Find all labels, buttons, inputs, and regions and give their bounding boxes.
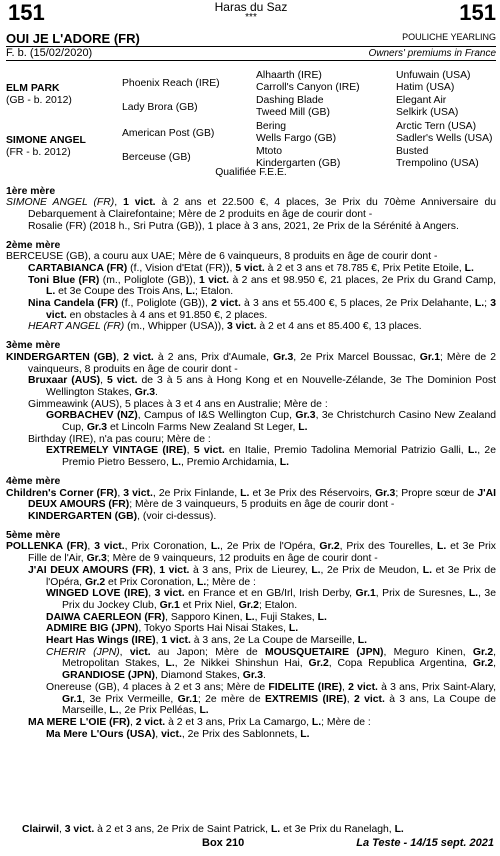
produce-paragraph: Ma Mere L'Ours (USA), vict., 2e Prix des Sablonnets, L. (46, 728, 310, 740)
produce-paragraph: POLLENKA (FR), 3 vict., Prix Coronation, L., 2e Prix de l'Opéra, Gr.2, Prix des Tourelles, L. et 3e Prix Fille de l'Air, Gr.3; Mère de 9 vainqueurs, 12 produits en âge de courir dont - (6, 541, 496, 565)
produce-paragraph: EXTREMELY VINTAGE (IRE), 5 vict. en Italie, Premio Tadolina Memorial Patrizio Galli, L., 2e Premio Pietro Bessero, L., Premio Archidamia, L. (46, 445, 496, 469)
qualification: Qualifiée F.E.E. (215, 167, 287, 178)
pedigree-table (6, 61, 496, 169)
produce-paragraph: Rosalie (FR) (2018 h., Sri Putra (GB)), 1 place à 3 ans, 2021, 2e Prix de la Sérénité à Angers. (28, 220, 459, 232)
lot-number-right: 151 (459, 0, 496, 25)
produce-paragraph: BERCEUSE (GB), a couru aux UAE; Mère de 6 vainqueurs, 8 produits en âge de courir dont - (6, 251, 438, 263)
produce-paragraph: ADMIRE BIG (JPN), Tokyo Sports Hai Nisai Stakes, L. (46, 623, 299, 635)
pedigree-g4: Hatim (USA) (396, 82, 455, 93)
horse-details: F. b. (15/02/2020) (6, 47, 93, 59)
section-heading-5: 5ème mère (6, 529, 61, 541)
produce-paragraph: Children's Corner (FR), 3 vict., 2e Prix Finlande, L. et 3e Prix des Réservoirs, Gr.3; Propre sœur de J'AI DEUX AMOURS (FR); Mère de 3 vainqueurs, 5 produits en âge de courir dont - (6, 487, 497, 511)
section-heading-4: 4ème mère (6, 475, 61, 487)
produce-paragraph: MA MERE L'OIE (FR), 2 vict. à 2 et 3 ans, Prix La Camargo, L.; Mère de : (28, 716, 371, 728)
produce-paragraph: KINDERGARTEN (GB), (voir ci-dessus). (28, 510, 217, 522)
pedigree-g3: Tweed Mill (GB) (256, 107, 330, 118)
pedigree-g2: Phoenix Reach (IRE) (122, 78, 220, 89)
pedigree-g3: Bering (256, 121, 287, 132)
produce-paragraph: SIMONE ANGEL (FR), 1 vict. à 2 ans et 22.500 €, 4 places, 3e Prix du 70ème Anniversaire du Debarquement à Clairefontaine; Mère de 2 produits en âge de courir dont - (6, 197, 497, 221)
pedigree-g4: Arctic Tern (USA) (396, 121, 477, 132)
pedigree-g4: Busted (396, 146, 429, 157)
produce-paragraph: CARTABIANCA (FR) (f., Vision d'Etat (FR)), 5 vict. à 2 et 3 ans et 78.785 €, Prix Petite Etoile, L. (28, 262, 474, 274)
pedigree-g2: American Post (GB) (122, 128, 215, 139)
produce-paragraph: GORBACHEV (NZ), Campus of I&S Wellington Cup, Gr.3, 3e Christchurch Casino New Zealand Cup, Gr.3 et Lincoln Farms New Zealand St Leger, L. (46, 410, 496, 434)
produce-paragraph: Birthday (IRE), n'a pas couru; Mère de : (28, 433, 211, 445)
owners-premium: Owners' premiums in France (368, 48, 496, 59)
pedigree-g3: Kindergarten (GB) (256, 158, 341, 169)
yearling-tag: POULICHE YEARLING (402, 32, 496, 42)
box-number: Box 210 (202, 837, 245, 849)
produce-paragraph: J'AI DEUX AMOURS (FR), 1 vict. à 3 ans, Prix de Lieurey, L., 2e Prix de Meudon, L. et 3e Prix de l'Opéra, Gr.2 et Prix Coronation, L.; Mère de : (28, 564, 496, 588)
horse-subtitle-row (6, 47, 496, 61)
pedigree-g3: Mtoto (256, 146, 282, 157)
pedigree-g4: Unfuwain (USA) (396, 70, 471, 81)
produce-paragraph: Heart Has Wings (IRE), 1 vict. à 3 ans, 2e La Coupe de Marseille, L. (46, 635, 368, 647)
section-heading-3: 3ème mère (6, 340, 61, 352)
produce-paragraph: HEART ANGEL (FR) (m., Whipper (USA)), 3 vict. à 2 et 4 ans et 85.400 €, 13 places. (28, 321, 422, 333)
farm-stars: *** (245, 12, 257, 23)
pedigree-g3: Dashing Blade (256, 95, 324, 106)
page-header (6, 0, 496, 30)
horse-title-row (6, 32, 496, 47)
sire-info: (GB - b. 2012) (6, 95, 72, 106)
lot-number-left: 151 (8, 0, 45, 25)
pedigree-g2: Lady Brora (GB) (122, 102, 198, 113)
pedigree-g4: Selkirk (USA) (396, 107, 459, 118)
pedigree-g4: Elegant Air (396, 95, 447, 106)
catalogue-page (6, 0, 496, 740)
dam-name: SIMONE ANGEL (6, 135, 86, 146)
pedigree-g3: Wells Fargo (GB) (256, 133, 337, 144)
pedigree-g2: Berceuse (GB) (122, 152, 191, 163)
pedigree-g3: Alhaarth (IRE) (256, 70, 322, 81)
sale-venue: La Teste - 14/15 sept. 2021 (356, 837, 494, 849)
pedigree-g3: Carroll's Canyon (IRE) (256, 82, 360, 93)
produce-paragraph: KINDERGARTEN (GB), 2 vict. à 2 ans, Prix d'Aumale, Gr.3, 2e Prix Marcel Boussac, Gr.1; Mère de 2 vainqueurs, 8 produits en âge de courir dont - (6, 351, 496, 375)
produce-paragraph: Onereuse (GB), 4 places à 2 et 3 ans; Mère de FIDELITE (IRE), 2 vict. à 3 ans, Prix Saint-Alary, Gr.1, 3e Prix Vermeille, Gr.1; 2e mère de EXTREMIS (IRE), 2 vict. à 3 ans, La Coupe de Marseille, L., 2e Prix Pelléas, L. (46, 681, 496, 717)
produce-paragraph: WINGED LOVE (IRE), 3 vict. en France et en GB/Irl, Irish Derby, Gr.1, Prix de Suresnes, L., 3e Prix du Jockey Club, Gr.1 et Prix Niel, Gr.2; Etalon. (46, 588, 496, 611)
sire-name: ELM PARK (6, 83, 60, 94)
produce-paragraph: Nina Candela (FR) (f., Poliglote (GB)), 2 vict. à 3 ans et 55.400 €, 5 places, 2e Prix Delahante, L.; 3 vict. en obstacles à 4 ans et 91.850 €, 2 places. (28, 298, 496, 321)
section-heading-2: 2ème mère (6, 239, 61, 251)
produce-paragraph: Clairwil, 3 vict. à 2 et 3 ans, 2e Prix de Saint Patrick, L. et 3e Prix du Ranelagh, L. (22, 824, 404, 835)
pedigree-g4: Sadler's Wells (USA) (396, 133, 493, 144)
dam-info: (FR - b. 2012) (6, 147, 71, 158)
produce-paragraph: DAIWA CAERLEON (FR), Sapporo Kinen, L., Fuji Stakes, L. (46, 611, 327, 623)
produce-paragraph: Gimmeawink (AUS), 5 places à 3 et 4 ans en Australie; Mère de : (28, 398, 328, 410)
produce-paragraph: Bruxaar (AUS), 5 vict. de 3 à 5 ans à Hong Kong et en Nouvelle-Zélande, 3e The Dominion Post Wellington Stakes, Gr.3. (28, 375, 497, 398)
farm-name: Haras du Saz (214, 0, 288, 14)
produce-paragraph: CHERIR (JPN), vict. au Japon; Mère de MOUSQUETAIRE (JPN), Meguro Kinen, Gr.2, Metropolitan Stakes, L., 2e Nikkei Shinshun Hai, Gr.2, Copa Republica Argentina, Gr.2, GRANDIOSE (JPN), Diamond Stakes, Gr.3. (46, 646, 496, 682)
horse-name: OUI JE L'ADORE (FR) (6, 31, 140, 46)
section-heading-1: 1ère mère (6, 185, 56, 197)
pedigree-g4: Trempolino (USA) (396, 158, 479, 169)
produce-paragraph: Toni Blue (FR) (m., Poliglote (GB)), 1 vict. à 2 ans et 98.950 €, 21 places, 2e Prix du Grand Camp, L. et 3e Coupe des Trois Ans, L.; Etalon. (28, 274, 496, 298)
